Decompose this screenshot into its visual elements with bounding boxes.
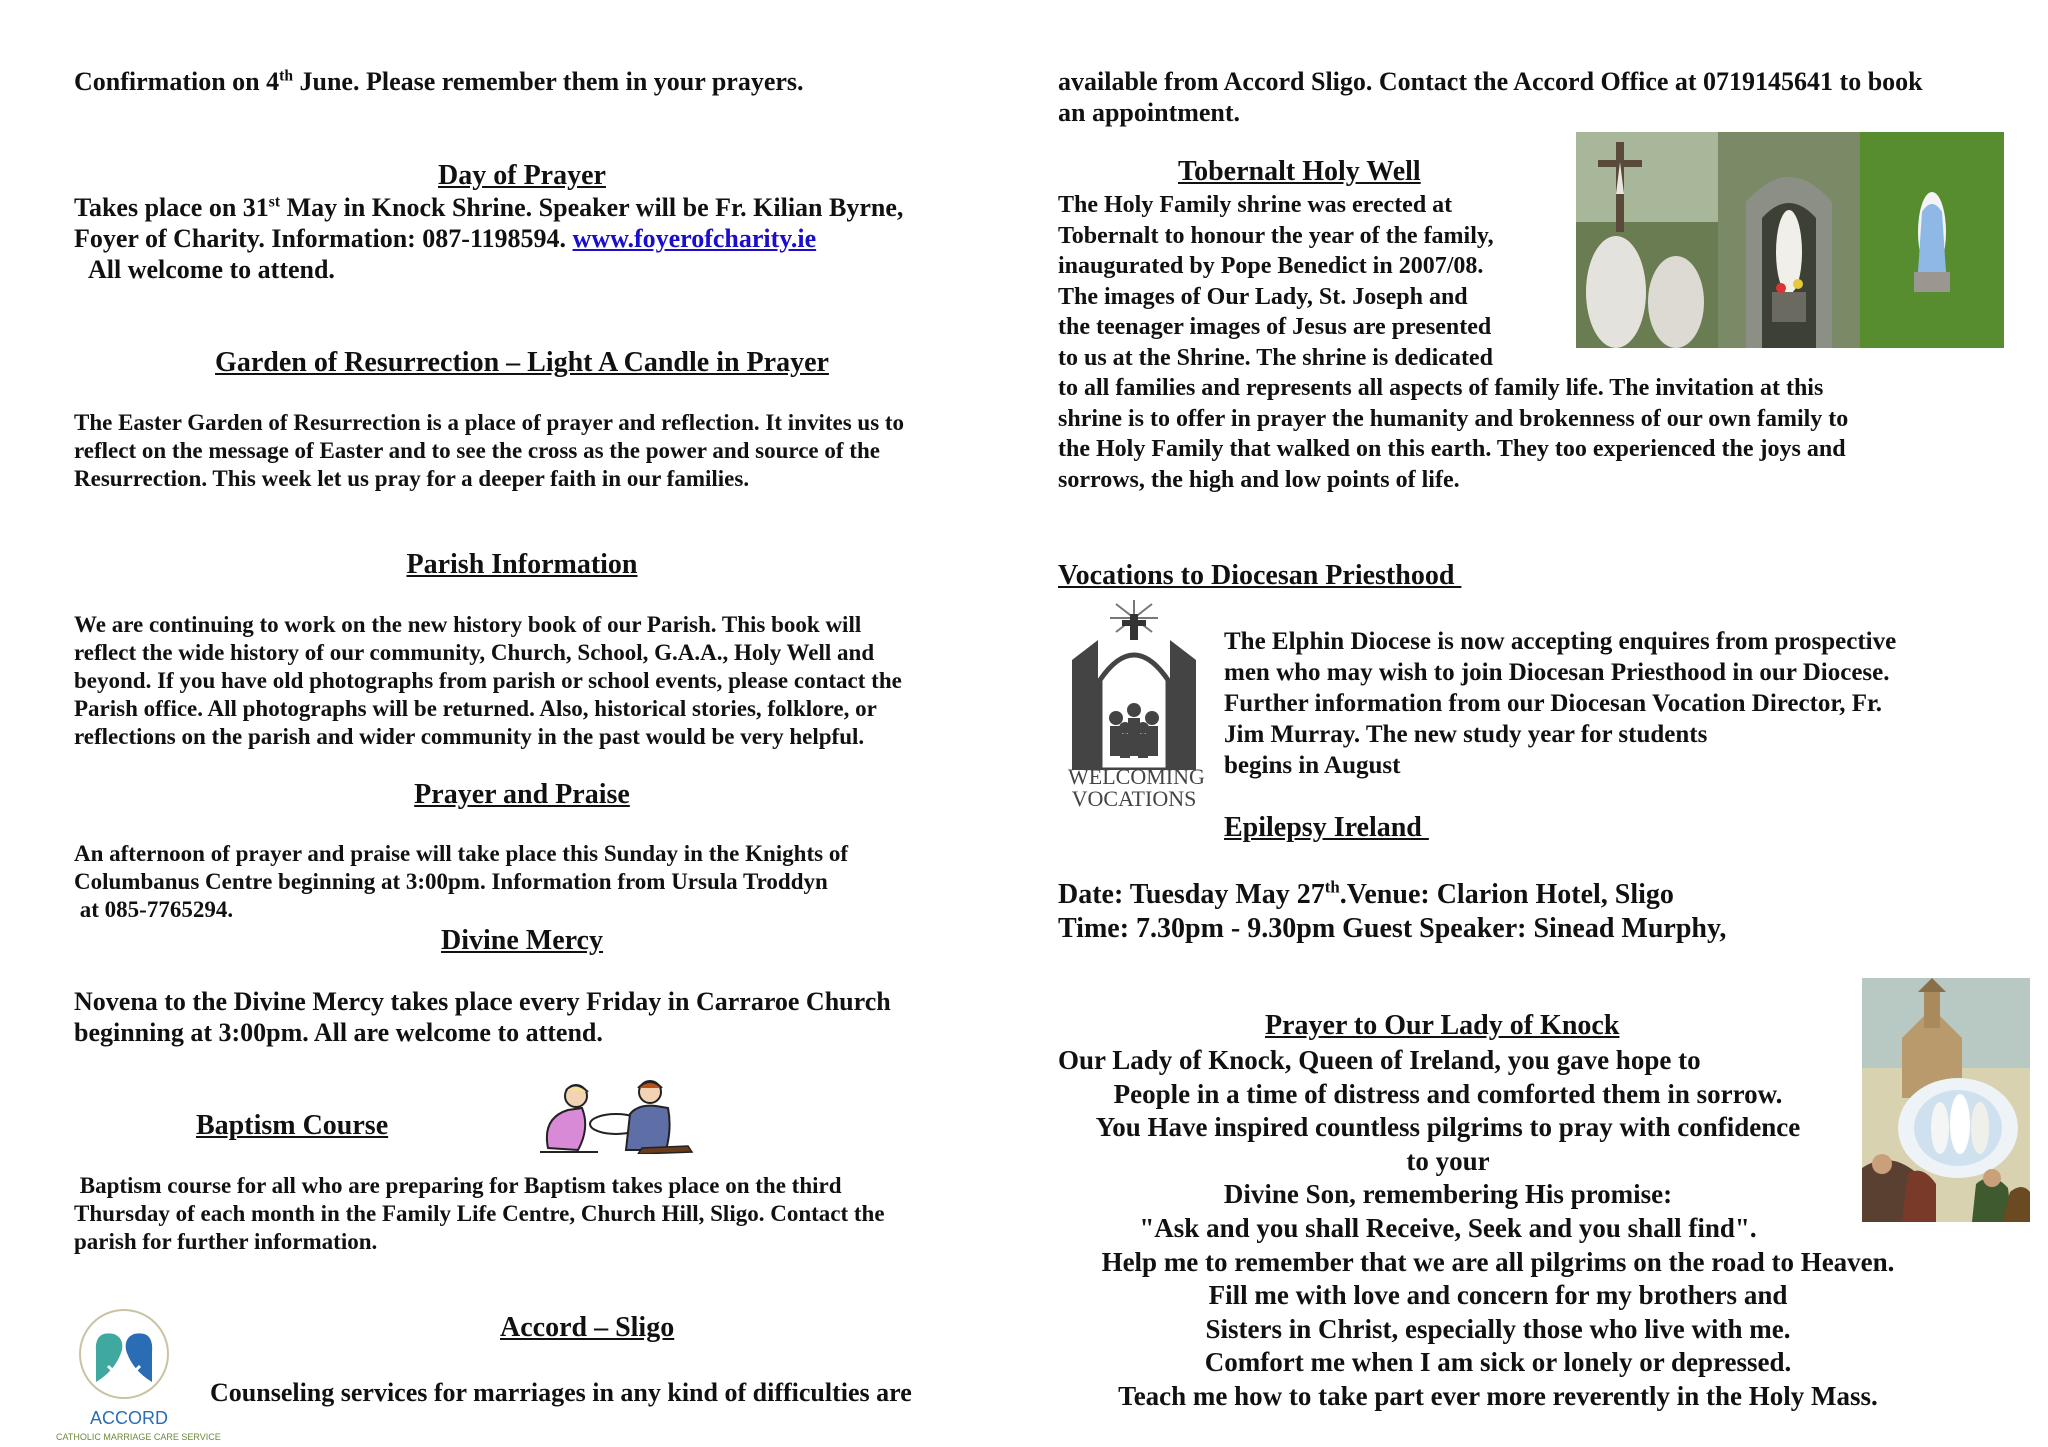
parish-info-line: reflect the wide history of our community, Church, School, G.A.A., Holy Well and: [74, 640, 875, 665]
garden-line: reflect on the message of Easter and to see the cross as the power and source of the: [74, 438, 880, 463]
baptism-line: parish for further information.: [74, 1229, 378, 1254]
holy-well-line: sorrows, the high and low points of life.: [1058, 466, 1460, 493]
holy-well-photo: [1576, 132, 2004, 348]
confirmation-text-end: June. Please remember them in your prayers.: [293, 67, 804, 96]
garden-line: The Easter Garden of Resurrection is a place of prayer and reflection. It invites us to: [74, 410, 905, 435]
parish-info-title: Parish Information: [406, 549, 638, 580]
baptism-title: Baptism Course: [196, 1110, 389, 1141]
holy-well-body-wide: [1058, 373, 2018, 495]
divine-mercy-line: Novena to the Divine Mercy takes place every Friday in Carraroe Church: [74, 987, 891, 1016]
vocations-line: men who may wish to join Diocesan Priesthood in our Diocese.: [1224, 659, 1890, 686]
accord-continued: [1058, 66, 2018, 128]
knock-line: People in a time of distress and comforted them in sorrow.: [1113, 1078, 1783, 1109]
accord-line: Counseling services for marriages in any kind of difficulties are: [210, 1378, 912, 1407]
divine-mercy-title: Divine Mercy: [441, 925, 603, 956]
holy-well-line: shrine is to offer in prayer the humanity and brokenness of our own family to: [1058, 405, 1849, 432]
welcoming-vocations-logo: [1068, 600, 1205, 815]
accord-continued-line: an appointment.: [1058, 98, 1241, 127]
prayer-praise-line: at 085-7765294.: [74, 897, 234, 922]
knock-line: Comfort me when I am sick or lonely or depressed.: [1204, 1347, 1792, 1378]
vocations-line: begins in August: [1224, 752, 1401, 779]
prayer-praise-line: Columbanus Centre beginning at 3:00pm. Information from Ursula Troddyn: [74, 869, 828, 894]
holy-well-image: [1576, 132, 2004, 348]
knock-line: Fill me with love and concern for my brothers and: [1208, 1280, 1788, 1311]
vocations-line: The Elphin Diocese is now accepting enquires from prospective: [1224, 628, 1897, 655]
knock-line: Our Lady of Knock, Queen of Ireland, you gave hope to: [1058, 1045, 1701, 1075]
parish-info-body: [74, 611, 994, 751]
knock-line: You Have inspired countless pilgrims to pray with confidence: [1095, 1112, 1801, 1143]
baptism-body: [74, 1172, 994, 1256]
holy-well-line: to all families and represents all aspects of family life. The invitation at this: [1058, 375, 1824, 401]
day-of-prayer-body: [74, 192, 974, 285]
day-of-prayer-line3: All welcome to attend.: [88, 255, 335, 284]
prayer-praise-line: An afternoon of prayer and praise will take place this Sunday in the Knights of: [74, 841, 848, 866]
accord-hearts-icon: [56, 1304, 192, 1414]
baptism-line: Baptism course for all who are preparing for Baptism takes place on the third: [74, 1173, 842, 1198]
knock-line: Help me to remember that we are all pilgrims on the road to Heaven.: [1101, 1246, 1895, 1277]
parish-info-line: Parish office. All photographs will be returned. Also, historical stories, folklore, or: [74, 696, 877, 721]
holy-well-line: inaugurated by Pope Benedict in 2007/08.: [1058, 253, 1484, 279]
parish-info-line: reflections on the parish and wider community in the past would be very helpful.: [74, 724, 865, 749]
divine-mercy-body: [74, 986, 994, 1048]
holy-well-line: The Holy Family shrine was erected at: [1058, 192, 1453, 218]
day-of-prayer-line1: Takes place on 31st May in Knock Shrine. Speaker will be Fr. Kilian Byrne,: [74, 193, 904, 222]
vocations-line: Jim Murray. The new study year for students: [1224, 721, 1708, 748]
vocations-body: [1224, 626, 2024, 781]
epilepsy-body: [1058, 878, 1726, 946]
knock-prayer-body: [1058, 1044, 1895, 1414]
accord-logo: [56, 1304, 221, 1444]
accord-logo-text: ACCORD: [90, 1408, 169, 1428]
knock-title: Prayer to Our Lady of Knock: [1265, 1010, 1620, 1041]
holy-well-title: Tobernalt Holy Well: [1178, 156, 1421, 187]
epilepsy-title: Epilepsy Ireland: [1224, 812, 1429, 843]
church-door-icon: [1068, 600, 1200, 770]
accord-title: Accord – Sligo: [500, 1312, 675, 1343]
vocations-title: Vocations to Diocesan Priesthood: [1058, 560, 1462, 591]
garden-body: [74, 409, 994, 493]
accord-continued-line: available from Accord Sligo. Contact the Accord Office at 0719145641 to book: [1058, 67, 1923, 96]
prayer-praise-body: [74, 840, 994, 924]
confirmation-line: [74, 66, 804, 97]
day-of-prayer-line2: Foyer of Charity. Information: 087-1198594. www.foyerofcharity.ie: [74, 224, 817, 253]
divine-mercy-line: beginning at 3:00pm. All are welcome to attend.: [74, 1018, 603, 1047]
foyer-link[interactable]: www.foyerofcharity.ie: [572, 224, 817, 253]
day-of-prayer-title: Day of Prayer: [438, 160, 606, 191]
knock-line: "Ask and you shall Receive, Seek and you shall find".: [1139, 1212, 1757, 1243]
baptism-clipart-image: [538, 1078, 702, 1154]
vocations-line: Further information from our Diocesan Vocation Director, Fr.: [1224, 690, 1883, 717]
holy-well-line: the Holy Family that walked on this earth. They too experienced the joys and: [1058, 436, 1846, 462]
knock-line: Teach me how to take part ever more reverently in the Holy Mass.: [1118, 1380, 1878, 1411]
baptism-line: Thursday of each month in the Family Life Centre, Church Hill, Sligo. Contact the: [74, 1201, 885, 1226]
holy-well-line: The images of Our Lady, St. Joseph and: [1058, 283, 1468, 310]
holy-well-body-narrow: [1058, 190, 1568, 373]
holy-well-line: the teenager images of Jesus are presented: [1058, 314, 1492, 340]
holy-well-line: Tobernalt to honour the year of the family,: [1058, 222, 1494, 249]
holy-well-line: to us at the Shrine. The shrine is dedicated: [1058, 344, 1493, 371]
logo-line: WELCOMING: [1068, 764, 1205, 789]
confirmation-sup: th: [279, 67, 293, 85]
epilepsy-line1: Date: Tuesday May 27th.Venue: Clarion Hotel, Sligo: [1058, 877, 1674, 910]
accord-logo-subtext: CATHOLIC MARRIAGE CARE SERVICE: [56, 1432, 221, 1442]
prayer-praise-title: Prayer and Praise: [414, 779, 630, 810]
parish-info-line: We are continuing to work on the new history book of our Parish. This book will: [74, 612, 862, 637]
knock-line: Sisters in Christ, especially those who live with me.: [1205, 1313, 1791, 1344]
epilepsy-line2: Time: 7.30pm - 9.30pm Guest Speaker: Sinead Murphy,: [1058, 913, 1727, 944]
garden-line: Resurrection. This week let us pray for a deeper faith in our families.: [74, 466, 750, 491]
knock-line: Divine Son, remembering His promise:: [1223, 1179, 1673, 1210]
garden-title: Garden of Resurrection – Light A Candle in Prayer: [215, 347, 829, 378]
logo-line: VOCATIONS: [1071, 786, 1197, 811]
parish-info-line: beyond. If you have old photographs from parish or school events, please contact the: [74, 668, 902, 693]
knock-line: to your: [1406, 1145, 1490, 1176]
welcoming-vocations-text: [1068, 764, 1205, 811]
confirmation-text: Confirmation on 4: [74, 67, 280, 96]
